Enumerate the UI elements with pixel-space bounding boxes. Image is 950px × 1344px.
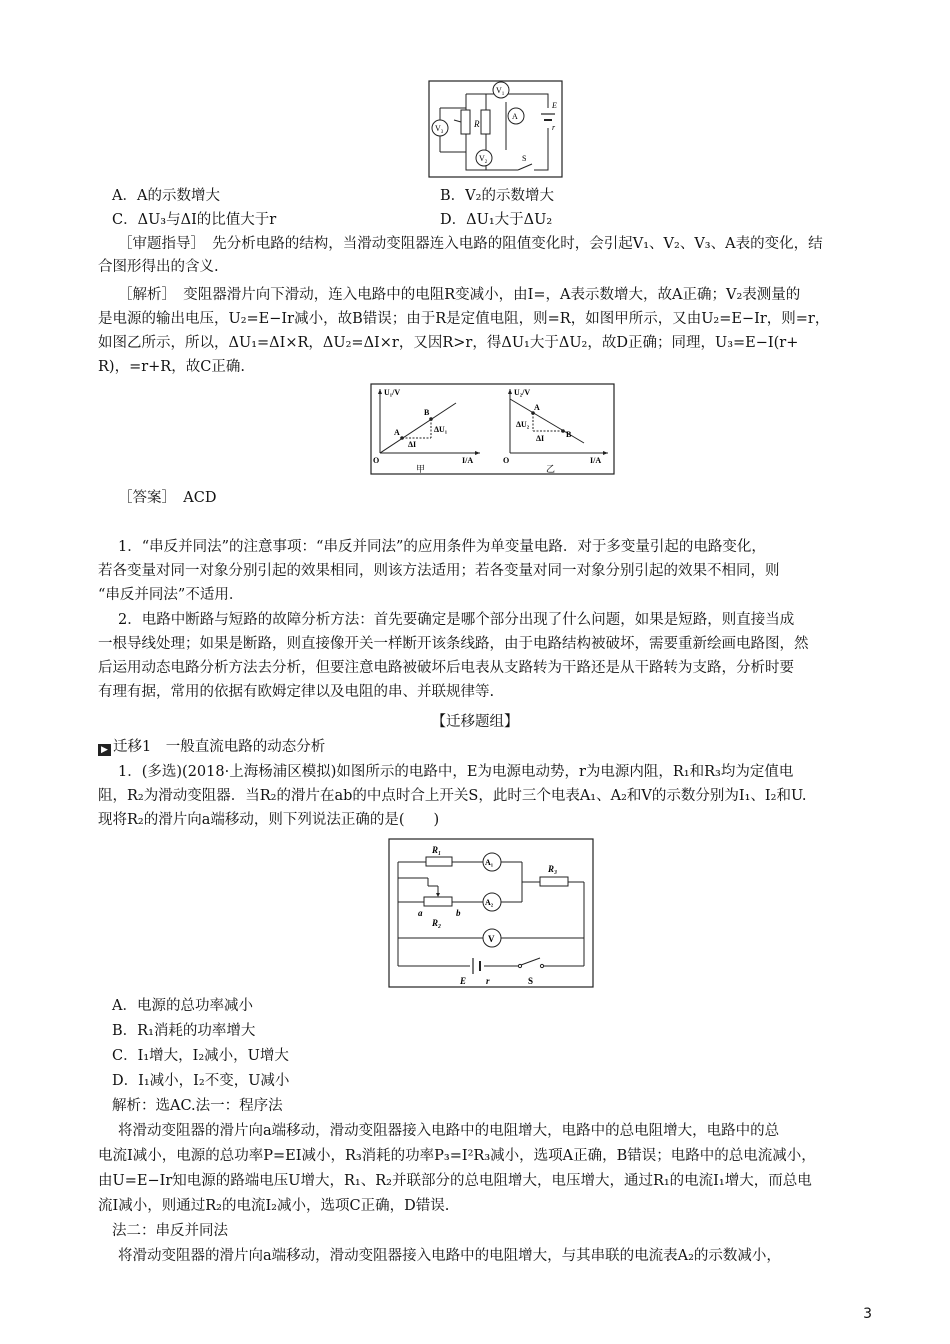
analysis-line-2: 是电源的输出电压，U₂=E−Ir减小，故B错误；由于R是定值电阻，则=R，如图甲所示，又由U₂=E−Ir，则=r， [98, 311, 830, 327]
method-2-heading: 法二：串反并同法 [112, 1223, 228, 1239]
problem-line-3: 现将R₂的滑片向a端移动，则下列说法正确的是( ) [98, 812, 440, 828]
answer-line: ［答案］ ACD [118, 490, 217, 506]
note2-line-2: 一根导线处理；如果是断路，则直接像开关一样断开该条线路，由于电路结构被破坏，需要重新绘画电路图，然 [98, 636, 809, 652]
section-title: 【迁移题组】 [431, 714, 519, 730]
p-option-c: C．I₁增大，I₂减小，U增大 [112, 1048, 289, 1064]
emf-label: E [552, 101, 557, 110]
v-meter: V [488, 934, 495, 944]
solution-line-2: 电流I减小，电源的总功率P=EI减小，R₃消耗的功率P₃=I²R₃减小，选项A正确，B错误；电路中的总电流减小， [98, 1148, 816, 1164]
a-terminal: a [418, 908, 423, 918]
method-2-line-1: 将滑动变阻器的滑片向a端移动，滑动变阻器接入电路中的电阻增大，与其串联的电流表A₂的示数减小， [118, 1248, 781, 1264]
solution-intro: 解析：选AC.法一：程序法 [112, 1098, 283, 1114]
ui-graphs-figure [370, 383, 615, 475]
left-point-b: B [424, 408, 430, 417]
switch-s-label: S [528, 976, 534, 986]
right-origin: O [503, 456, 510, 465]
right-x-axis-label: I/A [590, 456, 602, 465]
internal-r-label: r [552, 123, 556, 132]
note2-line-1: 2．电路中断路与短路的故障分析方法：首先要确定是哪个部分出现了什么问题，如果是短路，则直接当成 [118, 612, 795, 628]
transfer-title: 迁移1 一般直流电路的动态分析 [113, 739, 326, 755]
option-a: A．A的示数增大 [112, 188, 220, 204]
note2-line-4: 有理有据，常用的依据有欧姆定律以及电阻的串、并联规律等. [98, 684, 495, 700]
analysis-line-1: ［解析］ 变阻器滑片向下滑动，连入电路中的电阻R变减小，由I=，A表示数增大，故A正确；V₂表测量的 [118, 287, 801, 303]
right-delta-i-label: ΔI [536, 434, 545, 443]
r-label: R [474, 119, 480, 129]
left-caption: 甲 [416, 464, 426, 474]
p-option-b: B．R₁消耗的功率增大 [112, 1023, 256, 1039]
analysis-line-3: 如图乙所示，所以，ΔU₁=ΔI×R，ΔU₂=ΔI×r，又因R>r，得ΔU₁大于ΔU₂，故D正确；同理，U₃=E−I(r+ [98, 335, 799, 351]
ammeter-a: A [512, 112, 518, 121]
left-point-a: A [394, 428, 400, 437]
guide-line-1: ［审题指导］ 先分析电路的结构，当滑动变阻器连入电路的阻值变化时，会引起V₁、V₂、V₃、A表的变化，结 [118, 236, 823, 252]
analysis-line-4: R)，=r+R，故C正确. [98, 359, 245, 375]
right-caption: 乙 [546, 464, 556, 474]
right-point-a: A [534, 403, 540, 412]
delta-u2-label: ΔU₂ [516, 420, 530, 429]
b-terminal: b [456, 908, 461, 918]
problem-line-2: 阻，R₂为滑动变阻器．当R₂的滑片在ab的中点时合上开关S，此时三个电表A₁、A₂和V的示数分别为I₁、I₂和U. [98, 788, 807, 804]
v3-meter: $V_3$ [435, 124, 444, 135]
r3-label: R₃ [548, 864, 558, 874]
problem-line-1: 1．(多选)(2018·上海杨浦区模拟)如图所示的电路中，E为电源电动势，r为电源内阻，R₁和R₃均为定值电 [118, 764, 794, 780]
left-delta-i-label: ΔI [408, 440, 417, 449]
note2-line-3: 后运用动态电路分析方法去分析，但要注意电路被破坏后电表从支路转为干路还是从干路转为支路，分析时要 [98, 660, 794, 676]
circuit-figure-2 [388, 838, 594, 988]
left-x-axis-label: I/A [462, 456, 474, 465]
a2-meter: A₂ [485, 898, 494, 907]
delta-u1-label: ΔU₁ [434, 425, 448, 434]
guide-line-2: 合图形得出的含义. [98, 259, 219, 275]
solution-line-4: 流I减小，则通过R₂的电流I₂减小，选项C正确，D错误. [98, 1198, 450, 1214]
note1-line-1: 1．“串反并同法”的注意事项：“串反并同法”的应用条件为单变量电路．对于多变量引起的电路变化， [118, 539, 766, 555]
p-option-a: A．电源的总功率减小 [112, 998, 253, 1014]
play-icon: ▶ [98, 744, 111, 756]
page-number: 3 [863, 1306, 872, 1322]
p-option-d: D．I₁减小，I₂不变，U减小 [112, 1073, 290, 1089]
v2-meter: $V_2$ [479, 154, 488, 165]
r2-label: R₂ [432, 918, 442, 928]
v1-meter: $V_1$ [496, 86, 505, 97]
option-d: D．ΔU₁大于ΔU₂ [440, 212, 553, 228]
note1-line-3: “串反并同法”不适用． [98, 587, 244, 603]
solution-line-1: 将滑动变阻器的滑片向a端移动，滑动变阻器接入电路中的电阻增大，电路中的总电阻增大，电路中的总 [118, 1123, 780, 1139]
note1-line-2: 若各变量对同一对象分别引起的效果相同，则该方法适用；若各变量对同一对象分别引起的效果不相同，则 [98, 563, 780, 579]
a1-meter: A₁ [485, 858, 494, 867]
circuit-figure-1 [428, 80, 563, 178]
emf-e-label: E [460, 976, 467, 986]
transfer-heading [98, 737, 325, 757]
right-point-b: B [566, 430, 572, 439]
r1-label: R₁ [432, 845, 442, 855]
right-y-axis-label: U₂/V [514, 388, 531, 397]
left-origin: O [373, 456, 380, 465]
left-y-axis-label: U₁/V [384, 388, 401, 397]
option-c: C．ΔU₃与ΔI的比值大于r [112, 212, 277, 228]
option-b: B．V₂的示数增大 [440, 188, 554, 204]
switch-label: S [522, 154, 527, 163]
solution-line-3: 由U=E−Ir知电源的路端电压U增大，R₁、R₂并联部分的总电阻增大，电压增大，通过R₁的电流I₁增大，而总电 [98, 1173, 812, 1189]
internal-r-label-2: r [486, 976, 490, 986]
